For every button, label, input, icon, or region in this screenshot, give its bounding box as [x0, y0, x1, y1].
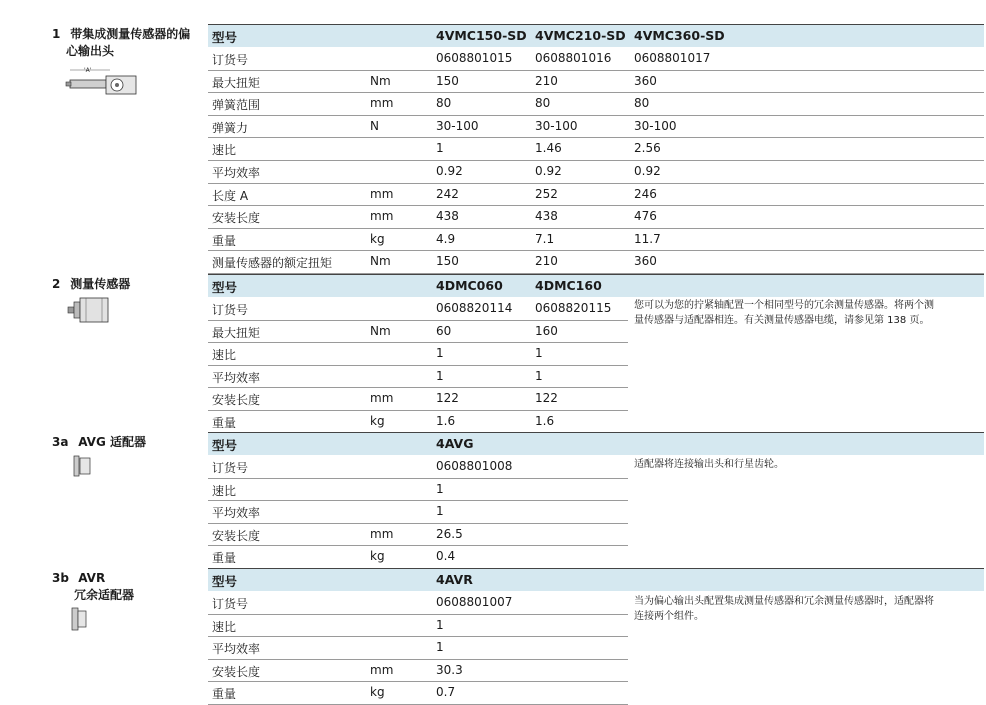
spec-value: 1 [436, 640, 444, 655]
section-2-header-row [208, 274, 628, 297]
spec-value: 30-100 [436, 118, 479, 133]
avr-adapter-icon [70, 606, 90, 634]
spec-label: 安装长度 [212, 393, 261, 408]
spec-unit: mm [370, 662, 394, 677]
section-3a-header-extension [628, 432, 984, 455]
spec-value: 1 [436, 504, 444, 519]
spec-value: 360 [634, 73, 657, 88]
spec-row [208, 47, 984, 71]
section-1-header-row [208, 24, 984, 47]
spec-label: 平均效率 [212, 166, 261, 180]
spec-unit: mm [370, 96, 394, 111]
measuring-sensor-icon [66, 294, 112, 326]
spec-value: 26.5 [436, 526, 463, 541]
spec-value: 438 [535, 209, 558, 224]
spec-row [208, 92, 984, 116]
spec-unit: mm [370, 209, 394, 224]
spec-row [208, 591, 628, 615]
spec-row [208, 455, 628, 479]
spec-label: 重量 [212, 416, 237, 430]
spec-label: 测量传感器的额定扭矩 [212, 256, 333, 271]
section-title-line2: 冗余适配器 [74, 588, 135, 602]
spec-value: 242 [436, 186, 459, 201]
spec-value: 210 [535, 73, 558, 88]
spec-label: 重量 [212, 233, 237, 248]
spec-value: 0.92 [634, 164, 661, 178]
section-3b-header-row [208, 568, 628, 591]
model-name: 4VMC210-SD [535, 28, 626, 43]
spec-label: 速比 [212, 348, 237, 363]
spec-unit: Nm [370, 73, 391, 88]
spec-row [208, 523, 628, 547]
spec-label: 订货号 [212, 597, 249, 611]
spec-value: 11.7 [634, 231, 661, 246]
spec-value: 4.9 [436, 231, 456, 246]
spec-value: 0608801017 [634, 51, 711, 65]
spec-value: 0.92 [436, 164, 463, 178]
type-header-label: 型号 [212, 438, 238, 453]
spec-label: 安装长度 [212, 664, 261, 679]
model-name: 4DMC160 [535, 278, 602, 293]
spec-value: 1 [436, 368, 444, 383]
spec-row [208, 545, 628, 569]
spec-row [208, 387, 628, 411]
spec-unit: mm [370, 526, 394, 541]
section-1-title [52, 26, 190, 60]
model-name: 4DMC060 [436, 278, 503, 293]
spec-row [208, 205, 984, 229]
spec-label: 平均效率 [212, 506, 261, 521]
section-number: 1 [52, 27, 61, 41]
section-title-line2: 心输出头 [66, 44, 115, 58]
spec-row [208, 478, 628, 502]
spec-row [208, 500, 628, 524]
spec-value: 1 [436, 346, 444, 361]
spec-value: 30-100 [535, 118, 578, 133]
spec-value: 0608801016 [535, 51, 612, 65]
spec-label: 重量 [212, 551, 237, 566]
spec-value: 30-100 [634, 118, 677, 133]
spec-value: 360 [634, 254, 657, 269]
section-number: 2 [52, 277, 61, 291]
section-number: 3a [52, 435, 69, 449]
model-name: 4VMC360-SD [634, 28, 725, 43]
spec-value: 122 [535, 391, 558, 406]
spec-value: 0.7 [436, 685, 456, 700]
spec-value: 0.4 [436, 549, 456, 564]
spec-row [208, 659, 628, 683]
spec-label: 安装长度 [212, 211, 261, 226]
spec-value: 0608820115 [535, 301, 612, 315]
spec-value: 60 [436, 323, 452, 338]
spec-label: 订货号 [212, 461, 249, 475]
spec-row [208, 183, 984, 207]
spec-row [208, 342, 628, 366]
spec-value: 122 [436, 391, 459, 406]
spec-value: 1 [535, 346, 543, 361]
spec-value: 0608801008 [436, 459, 513, 473]
spec-row [208, 681, 628, 705]
spec-value: 80 [436, 96, 452, 111]
spec-value: 0608801015 [436, 51, 513, 65]
spec-label: 平均效率 [212, 642, 261, 657]
spec-value: 80 [634, 96, 650, 111]
section-2-title [52, 276, 130, 293]
spec-row [208, 250, 984, 274]
section-2-note: 您可以为您的拧紧轴配置一个相同型号的冗余测量传感器。将两个测量传感器与适配器相连。有关测量传感器电缆，请参见第 138 页。 [634, 300, 934, 326]
section-title-line1: 测量传感器 [70, 277, 131, 291]
eccentric-head-icon [62, 64, 142, 100]
spec-unit: kg [370, 685, 385, 700]
spec-unit: N [370, 118, 379, 133]
spec-value: 160 [535, 323, 558, 338]
spec-label: 安装长度 [212, 528, 261, 543]
spec-label: 弹簧力 [212, 120, 249, 135]
spec-label: 速比 [212, 619, 237, 634]
spec-value: 1.6 [436, 414, 456, 428]
spec-label: 订货号 [212, 303, 249, 317]
spec-value: 252 [535, 186, 558, 201]
spec-value: 0608801007 [436, 595, 513, 609]
spec-value: 476 [634, 209, 657, 224]
spec-label: 平均效率 [212, 370, 261, 385]
spec-row [208, 228, 984, 252]
spec-unit: kg [370, 414, 385, 428]
section-3b-header-extension [628, 568, 984, 591]
model-name: 4VMC150-SD [436, 28, 527, 43]
spec-row [208, 137, 984, 161]
spec-value: 1 [535, 368, 543, 383]
spec-label: 弹簧范围 [212, 98, 261, 113]
section-title-line1: 带集成测量传感器的偏 [70, 27, 191, 41]
model-name: 4AVG [436, 436, 474, 451]
spec-row [208, 636, 628, 660]
spec-value: 30.3 [436, 662, 463, 677]
spec-label: 速比 [212, 483, 237, 498]
spec-value: 0.92 [535, 164, 562, 178]
spec-value: 1 [436, 617, 444, 632]
spec-value: 438 [436, 209, 459, 224]
spec-value: 246 [634, 186, 657, 201]
spec-row [208, 115, 984, 139]
section-title-line1: AVR [78, 571, 106, 585]
spec-row [208, 320, 628, 344]
section-3a-note: 适配器将连接输出头和行星齿轮。 [634, 459, 784, 470]
section-3a-header-row [208, 432, 628, 455]
spec-row [208, 365, 628, 389]
section-title-line1: AVG 适配器 [78, 435, 146, 449]
spec-value: 1 [436, 141, 444, 156]
spec-value: 0608820114 [436, 301, 513, 315]
section-2-header-extension [628, 274, 984, 297]
spec-label: 最大扭矩 [212, 325, 261, 340]
spec-label: 长度 A [212, 188, 249, 203]
spec-row [208, 410, 628, 434]
spec-unit: mm [370, 391, 394, 406]
spec-unit: mm [370, 186, 394, 201]
spec-value: 1.6 [535, 414, 555, 428]
section-3a-title [52, 434, 146, 451]
spec-label: 重量 [212, 687, 237, 702]
type-header-label: 型号 [212, 30, 238, 45]
section-3b-note: 当为偏心输出头配置集成测量传感器和冗余测量传感器时，适配器将连接两个组件。 [634, 596, 934, 622]
spec-value: 80 [535, 96, 551, 111]
spec-unit: Nm [370, 254, 391, 269]
spec-label: 最大扭矩 [212, 75, 261, 90]
spec-value: 1.46 [535, 141, 562, 156]
type-header-label: 型号 [212, 574, 238, 589]
model-name: 4AVR [436, 572, 473, 587]
spec-value: 1 [436, 481, 444, 496]
spec-row [208, 160, 984, 184]
spec-unit: Nm [370, 323, 391, 338]
spec-value: 150 [436, 73, 459, 88]
type-header-label: 型号 [212, 280, 238, 295]
spec-label: 速比 [212, 143, 237, 158]
avg-adapter-icon [72, 454, 96, 478]
spec-value: 210 [535, 254, 558, 269]
spec-value: 7.1 [535, 231, 555, 246]
dimension-a-label: 'A' [84, 67, 92, 74]
section-number: 3b [52, 571, 69, 585]
spec-label: 订货号 [212, 53, 249, 67]
spec-value: 150 [436, 254, 459, 269]
spec-unit: kg [370, 549, 385, 564]
spec-row [208, 614, 628, 638]
spec-row [208, 297, 628, 321]
section-3b-title [52, 570, 134, 604]
spec-unit: kg [370, 231, 385, 246]
spec-value: 2.56 [634, 141, 661, 156]
spec-row [208, 70, 984, 94]
